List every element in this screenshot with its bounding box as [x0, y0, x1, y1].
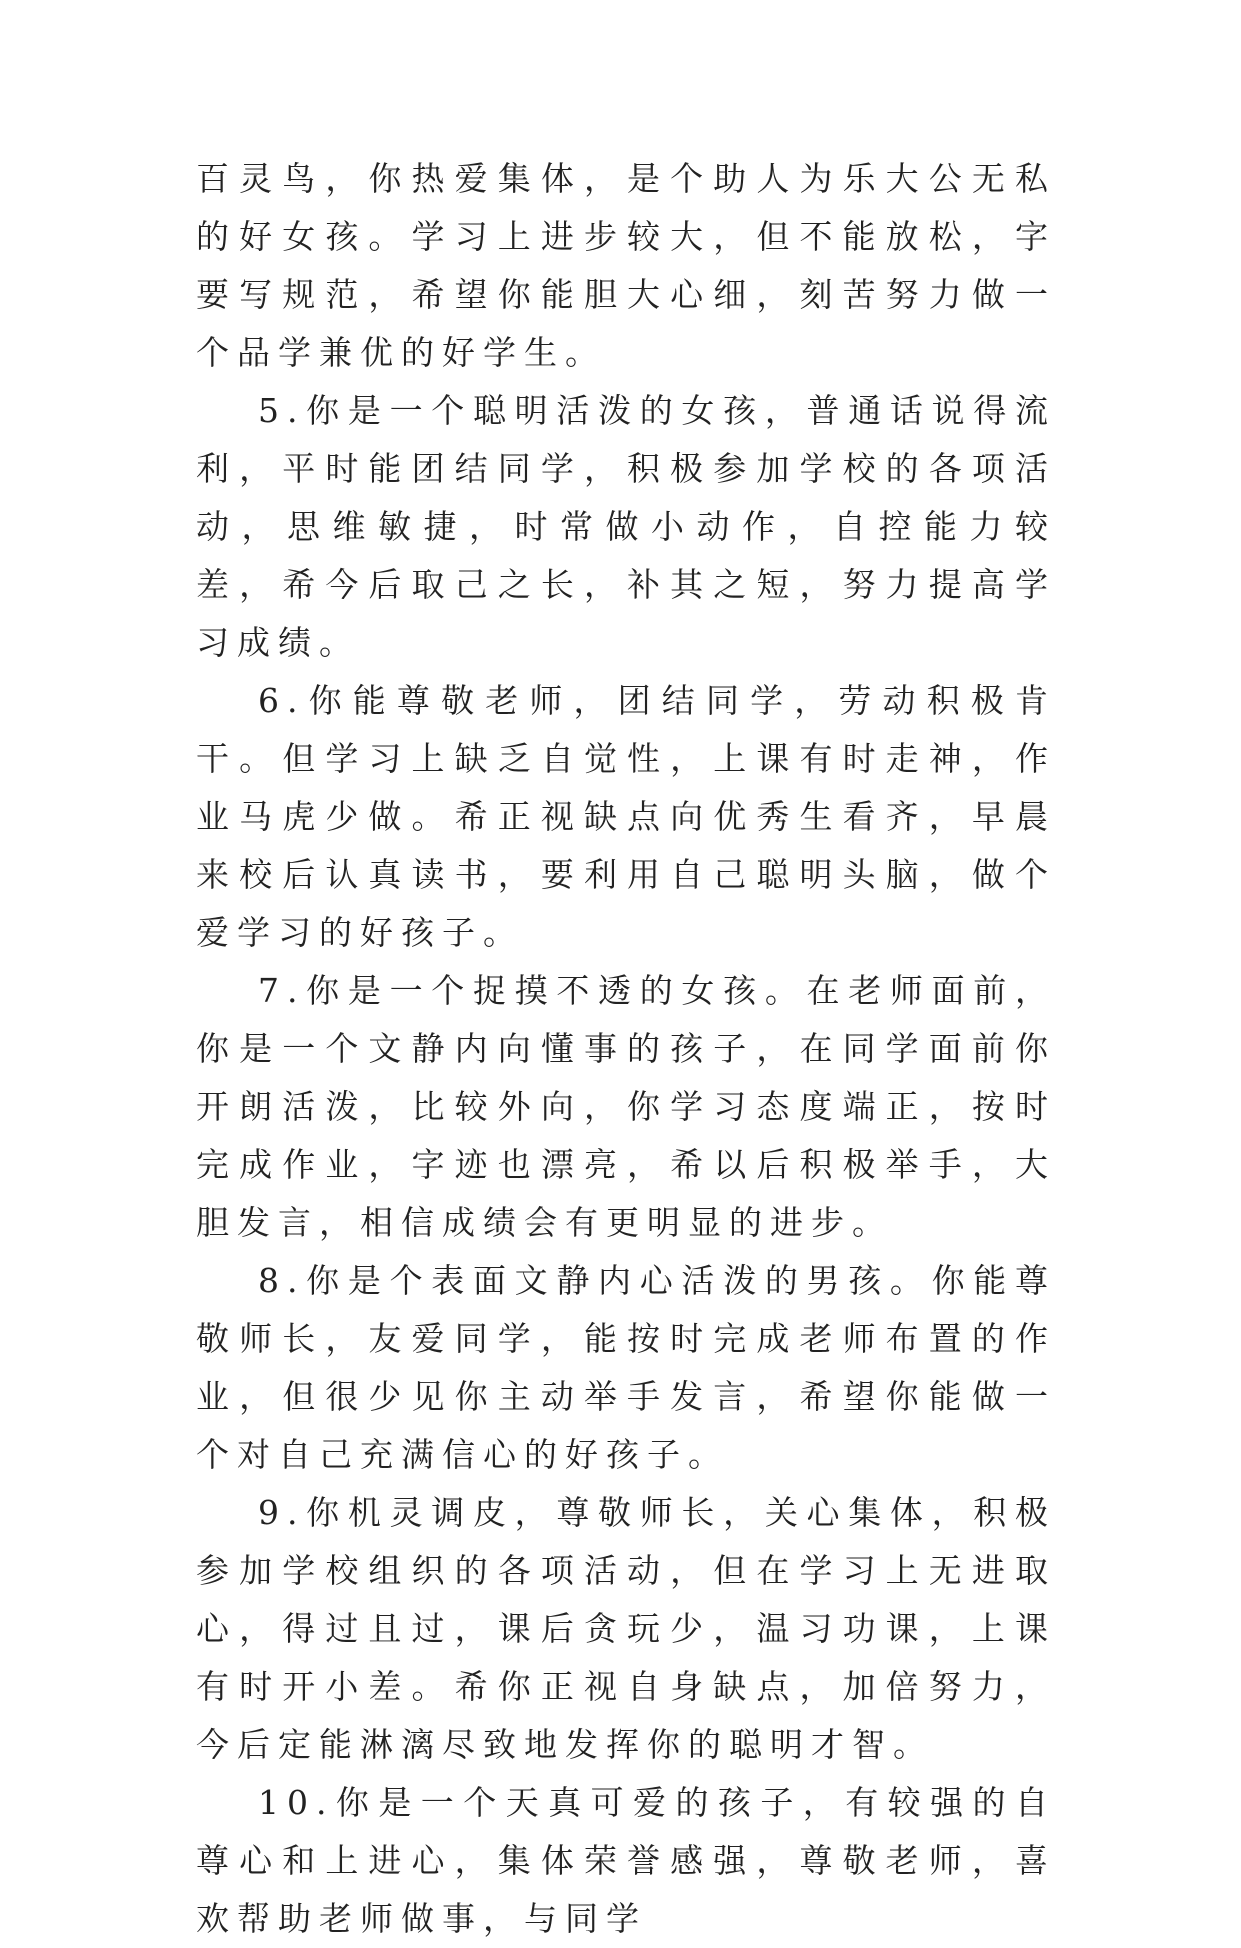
- paragraph-comment-10: 10.你是一个天真可爱的孩子，有较强的自尊心和上进心，集体荣誉感强，尊敬老师，喜欢帮助老师做事，与同学: [196, 1783, 1056, 1938]
- paragraph-continuation: 百灵鸟，你热爱集体，是个助人为乐大公无私的好女孩。学习上进步较大，但不能放松，字要写规范，希望你能胆大心细，刻苦努力做一个品学兼优的好学生。: [196, 159, 1056, 372]
- paragraph-comment-9: 9.你机灵调皮，尊敬师长，关心集体，积极参加学校组织的各项活动，但在学习上无进取心，得过且过，课后贪玩少，温习功课，上课有时开小差。希你正视自身缺点，加倍努力，今后定能淋漓尽致地发挥你的聪明才智。: [196, 1493, 1056, 1764]
- paragraph-comment-6: 6.你能尊敬老师，团结同学，劳动积极肯干。但学习上缺乏自觉性，上课有时走神，作业马虎少做。希正视缺点向优秀生看齐，早晨来校后认真读书，要利用自己聪明头脑，做个爱学习的好孩子。: [196, 681, 1056, 952]
- paragraph-comment-7: 7.你是一个捉摸不透的女孩。在老师面前，你是一个文静内向懂事的孩子，在同学面前你开朗活泼，比较外向，你学习态度端正，按时完成作业，字迹也漂亮，希以后积极举手，大胆发言，相信成绩会有更明显的进步。: [196, 971, 1056, 1242]
- paragraph-comment-8: 8.你是个表面文静内心活泼的男孩。你能尊敬师长，友爱同学，能按时完成老师布置的作业，但很少见你主动举手发言，希望你能做一个对自己充满信心的好孩子。: [196, 1261, 1056, 1474]
- paragraph-comment-5: 5.你是一个聪明活泼的女孩，普通话说得流利，平时能团结同学，积极参加学校的各项活动，思维敏捷，时常做小动作，自控能力较差，希今后取己之长，补其之短，努力提高学习成绩。: [196, 391, 1056, 662]
- document-body: [196, 150, 1056, 1948]
